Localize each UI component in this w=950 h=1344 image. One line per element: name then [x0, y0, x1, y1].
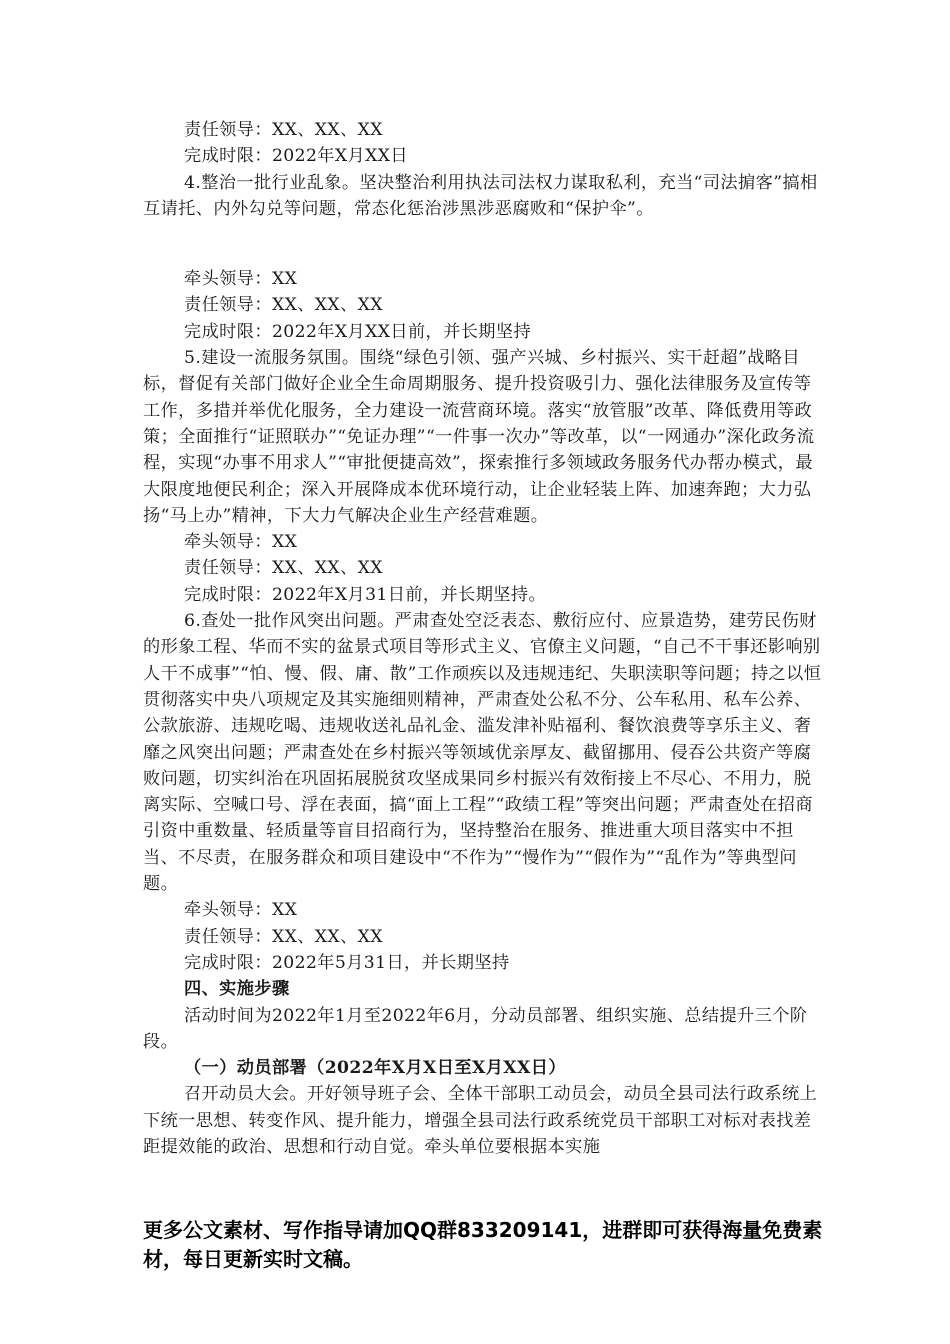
deadline-line: 完成时限：2022年X月XX日: [184, 146, 408, 167]
responsible-leader-line: 责任领导：XX、XX、XX: [184, 926, 383, 947]
item-6-paragraph: 6.查处一批作风突出问题。严肃查处空泛表态、敷衍应付、应景造势，建劳民伤财的形象工程、华而不实的盆景式项目等形式主义、官僚主义问题，“自己不干事还影响别人干不成事”“怕、慢、假、庸、散”工作顽疾以及违规违纪、失职渎职等问题；持之以恒贯彻落实中央八项规定及其实施细则精神，严肃查处公私不分、公车私用、私车公养、公款旅游、违规吃喝、违规收送礼品礼金、滥发津补贴福利、餐饮浪费等享乐主义、奢靡之风突出问题；严肃查处在乡村振兴等领域优亲厚友、截留挪用、侵吞公共资产等腐败问题，切实纠治在巩固拓展脱贫攻坚成果同乡村振兴有效衔接上不尽心、不用力，脱离实际、空喊口号、浮在表面，搞“面上工程”“政绩工程”等突出问题；严肃查处在招商引资中重数量、轻质量等盲目招商行为，坚持整治在服务、推进重大项目落实中不担当、不尽责，在服务群众和项目建设中“不作为”“慢作为”“假作为”“乱作为”等典型问题。: [143, 611, 822, 895]
meeting-paragraph: 召开动员大会。开好领导班子会、全体干部职工动员会，动员全县司法行政系统上下统一思想、转变作风、提升能力，增强全县司法行政系统党员干部职工对标对表找差距提效能的政治、思想和行动自觉。牵头单位要根据本实施: [143, 1084, 818, 1157]
item-4-paragraph: 4.整治一批行业乱象。坚决整治利用执法司法权力谋取私利，充当“司法掮客”搞相互请托、内外勾兑等问题，常态化惩治涉黑涉恶腐败和“保护伞”。: [143, 172, 818, 219]
section-4-heading: 四、实施步骤: [184, 979, 290, 1000]
deadline-line: 完成时限：2022年5月31日，并长期坚持: [184, 952, 510, 973]
lead-leader-line: 牵头领导：XX: [184, 269, 298, 290]
lead-leader-line: 牵头领导：XX: [184, 900, 298, 921]
lead-leader-line: 牵头领导：XX: [184, 532, 298, 553]
promo-footer: 更多公文素材、写作指导请加QQ群833209141，进群即可获得海量免费素材，每日更新实时文稿。: [143, 1218, 823, 1271]
responsible-leader-line: 责任领导：XX、XX、XX: [184, 558, 383, 579]
document-body: [143, 117, 823, 1160]
responsible-leader-line: 责任领导：XX、XX、XX: [184, 120, 383, 140]
blank-space: [143, 222, 823, 266]
activity-paragraph: 活动时间为2022年1月至2022年6月，分动员部署、组织实施、总结提升三个阶段。: [143, 1005, 808, 1052]
deadline-line: 完成时限：2022年X月31日前，并长期坚持。: [184, 584, 547, 605]
deadline-line: 完成时限：2022年X月XX日前，并长期坚持: [184, 321, 532, 342]
item-5-paragraph: 5.建设一流服务氛围。围绕“绿色引领、强产兴城、乡村振兴、实干赶超”战略目标，督促有关部门做好企业全生命周期服务、提升投资吸引力、强化法律服务及宣传等工作，多措并举优化服务，全力建设一流营商环境。落实“放管服”改革、降低费用等政策；全面推行“证照联办”“免证办理”“一件事一次办”等改革，以“一网通办”深化政务流程，实现“办事不用求人”“审批便捷高效”，探索推行多领域政务服务代办帮办模式，最大限度地便民利企；深入开展降成本优环境行动，让企业轻装上阵、加速奔跑；大力弘扬“马上办”精神，下大力气解决企业生产经营难题。: [143, 348, 815, 526]
subsection-1-heading: （一）动员部署（2022年X月X日至X月XX日）: [184, 1058, 566, 1079]
responsible-leader-line: 责任领导：XX、XX、XX: [184, 295, 383, 316]
